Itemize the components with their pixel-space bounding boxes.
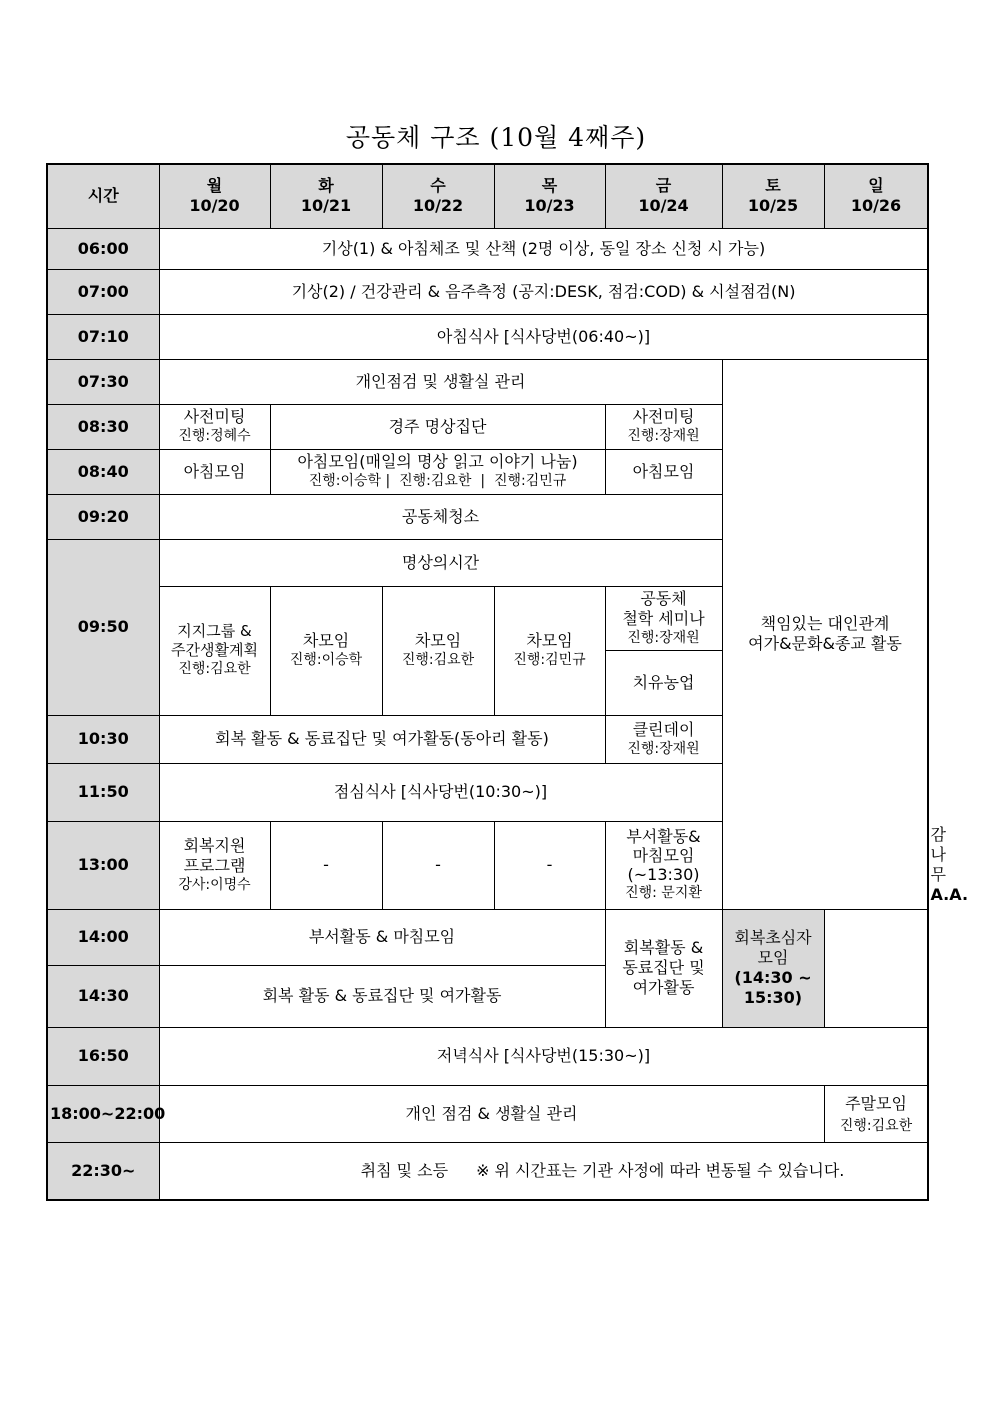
row-1800 (47, 1085, 928, 1142)
row-2230 (47, 1142, 928, 1200)
sat-beginner-meeting-cell: 회복초심자 모임 (14:30 ~ 15:30) (722, 909, 824, 1027)
meditation-time-cell: 명상의시간 (159, 539, 722, 586)
fri-cleanday-cell: 클린데이 진행:장재원 (605, 715, 722, 763)
time-cell: 16:50 (47, 1027, 159, 1085)
thu-empty-cell: - (494, 821, 605, 909)
header-row (47, 164, 928, 228)
mon-support-group-cell: 지지그룹 & 주간생활계획 진행:김요한 (159, 586, 270, 715)
weekend-line2: 여가&문화&종교 활동 (748, 634, 902, 653)
notice-text: ※ 위 시간표는 기관 사정에 따라 변동될 수 있습니다. (476, 1160, 845, 1180)
activity-cell: 아침식사 [식사당번(06:40~)] (159, 314, 928, 359)
day-header-thu: 목 10/23 (494, 164, 605, 228)
mon-recovery-program-cell: 회복지원 프로그램 강사:이명수 (159, 821, 270, 909)
activity-cell: 기상(2) / 건강관리 & 음주측정 (공지:DESK, 점검:COD) & 시설점검(N) (159, 269, 928, 314)
fri-premeeting-cell: 사전미팅 진행:장재원 (605, 404, 722, 449)
activity-cell: 개인점검 및 생활실 관리 (159, 359, 722, 404)
tue-empty-cell: - (270, 821, 382, 909)
wed-tea-meeting-cell: 차모임 진행:김요한 (382, 586, 494, 715)
time-cell: 13:00 (47, 821, 159, 909)
row-0710 (47, 314, 928, 359)
activity-cell: 부서활동 & 마침모임 (159, 909, 605, 965)
time-cell: 08:30 (47, 404, 159, 449)
time-cell: 09:50 (47, 539, 159, 715)
activity-cell (159, 1142, 928, 1200)
time-cell: 18:00~22:00 (47, 1085, 159, 1142)
time-cell: 22:30~ (47, 1142, 159, 1200)
row-0700 (47, 269, 928, 314)
sun-weekend-meeting-cell: 주말모임 진행:김요한 (824, 1085, 928, 1142)
row-0600 (47, 228, 928, 269)
time-cell: 07:00 (47, 269, 159, 314)
activity-cell: 기상(1) & 아침체조 및 산책 (2명 이상, 동일 장소 신청 시 가능) (159, 228, 928, 269)
fri-morning-meeting-cell: 아침모임 (605, 449, 722, 494)
meditation-group-cell: 경주 명상집단 (270, 404, 605, 449)
mon-morning-meeting-cell: 아침모임 (159, 449, 270, 494)
row-1300: 13:00 회복지원 프로그램 강사:이명수 - - - 부서활동& 마침모임 (~13:30) 진행: 문지환 감나무 A.A. (47, 821, 928, 909)
activity-cell: 공동체청소 (159, 494, 722, 539)
fri-farming-cell: 치유농업 (605, 650, 722, 715)
activity-cell: 저녁식사 [식사당번(15:30~)] (159, 1027, 928, 1085)
fri-seminar-cell: 공동체 철학 세미나 진행:장재원 (605, 586, 722, 650)
day-header-sat: 토 10/25 (722, 164, 824, 228)
time-cell: 07:30 (47, 359, 159, 404)
time-cell: 09:20 (47, 494, 159, 539)
day-header-wed: 수 10/22 (382, 164, 494, 228)
row-1400 (47, 909, 928, 965)
time-cell: 06:00 (47, 228, 159, 269)
tue-tea-meeting-cell: 차모임 진행:이승학 (270, 586, 382, 715)
activity-cell: 점심식사 [식사당번(10:30~)] (159, 763, 722, 821)
time-cell: 08:40 (47, 449, 159, 494)
weekend-block-cell (722, 359, 928, 909)
morning-meeting-cell: 아침모임(매일의 명상 읽고 이야기 나눔) 진행:이승학 | 진행:김요한 | 진행:김민규 (270, 449, 605, 494)
bedtime-text: 취침 및 소등 (360, 1160, 449, 1180)
fri-dept-activity-cell: 부서활동& 마침모임 (~13:30) 진행: 문지환 (605, 821, 722, 909)
time-cell: 14:00 (47, 909, 159, 965)
time-cell: 11:50 (47, 763, 159, 821)
activity-cell: 회복 활동 & 동료집단 및 여가활동 (159, 965, 605, 1027)
schedule-table (46, 163, 969, 1201)
thu-tea-meeting-cell: 차모임 진행:김민규 (494, 586, 605, 715)
time-header: 시간 (47, 164, 159, 228)
weekend-line1: 책임있는 대인관계 (760, 614, 890, 633)
day-header-tue: 화 10/21 (270, 164, 382, 228)
time-cell: 07:10 (47, 314, 159, 359)
time-cell: 10:30 (47, 715, 159, 763)
day-header-fri: 금 10/24 (605, 164, 722, 228)
wed-empty-cell: - (382, 821, 494, 909)
day-header-sun: 일 10/26 (824, 164, 928, 228)
page-title: 공동체 구조 (10월 4째주) (345, 123, 647, 152)
time-cell: 14:30 (47, 965, 159, 1027)
activity-cell: 회복 활동 & 동료집단 및 여가활동(동아리 활동) (159, 715, 605, 763)
day-header-mon: 월 10/20 (159, 164, 270, 228)
row-0730 (47, 359, 928, 404)
fri-recovery-activity-cell: 회복활동 & 동료집단 및 여가활동 (605, 909, 722, 1027)
activity-cell: 개인 점검 & 생활실 관리 (159, 1085, 824, 1142)
mon-premeeting-cell: 사전미팅 진행:정혜수 (159, 404, 270, 449)
row-1650 (47, 1027, 928, 1085)
